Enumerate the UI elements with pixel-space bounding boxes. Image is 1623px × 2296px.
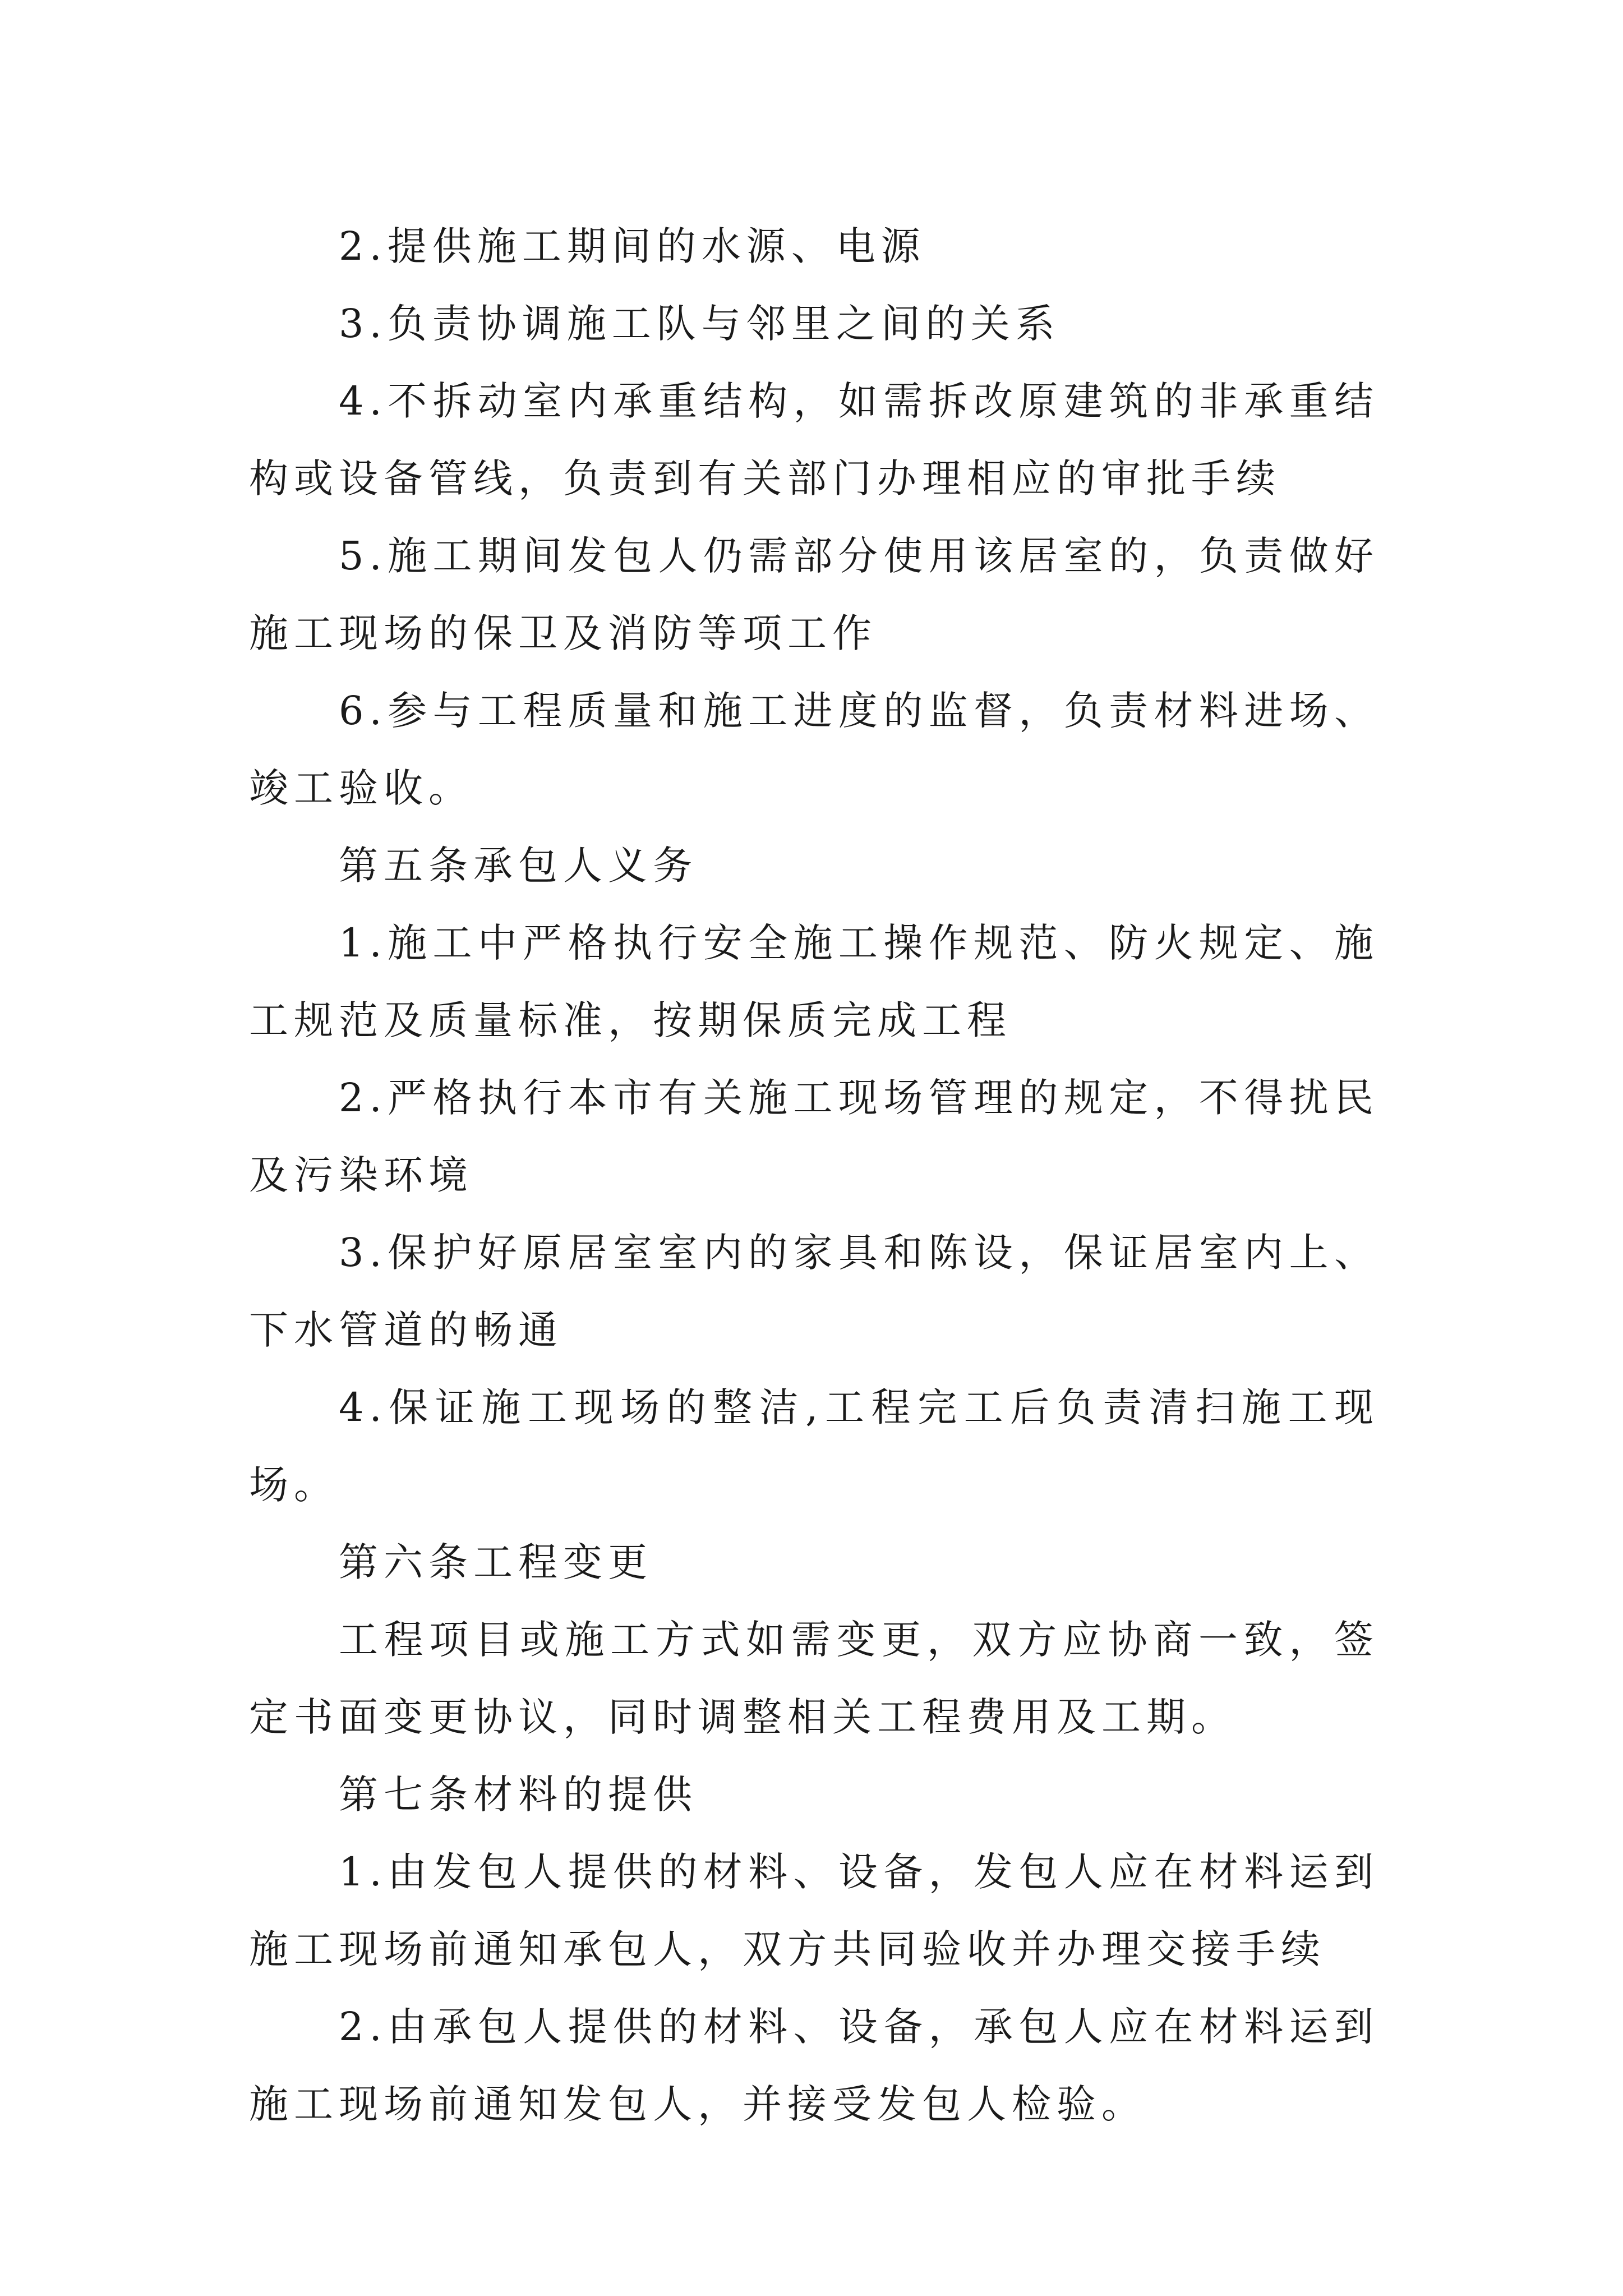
paragraph-employer-duty-2: 2.提供施工期间的水源、电源	[339, 223, 926, 269]
paragraph-employer-duty-5: 5.施工期间发包人仍需部分使用该居室的，负责做好施工现场的保卫及消防等项工作	[249, 533, 1379, 656]
paragraph-contractor-duty-1: 1.施工中严格执行安全施工操作规范、防火规定、施工规范及质量标准，按期保质完成工程	[249, 920, 1379, 1043]
paragraph-contractor-duty-3: 3.保护好原居室室内的家具和陈设，保证居室内上、下水管道的畅通	[249, 1230, 1379, 1353]
paragraph-change-terms: 工程项目或施工方式如需变更，双方应协商一致，签定书面变更协议，同时调整相关工程费用及工期。	[249, 1617, 1379, 1740]
paragraph-employer-duty-4: 4.不拆动室内承重结构，如需拆改原建筑的非承重结构或设备管线，负责到有关部门办理相应的审批手续	[249, 378, 1379, 501]
section-heading-article-6: 第六条工程变更	[339, 1539, 653, 1585]
section-heading-article-7: 第七条材料的提供	[339, 1772, 698, 1818]
paragraph-materials-2: 2.由承包人提供的材料、设备，承包人应在材料运到施工现场前通知发包人，并接受发包人检验。	[249, 2004, 1379, 2127]
paragraph-employer-duty-6: 6.参与工程质量和施工进度的监督，负责材料进场、竣工验收。	[249, 688, 1379, 811]
paragraph-contractor-duty-2: 2.严格执行本市有关施工现场管理的规定，不得扰民及污染环境	[249, 1075, 1379, 1198]
paragraph-materials-1: 1.由发包人提供的材料、设备，发包人应在材料运到施工现场前通知承包人，双方共同验收并办理交接手续	[249, 1849, 1379, 1972]
paragraph-employer-duty-3: 3.负责协调施工队与邻里之间的关系	[339, 301, 1061, 347]
document-body	[249, 208, 1379, 2143]
section-heading-article-5: 第五条承包人义务	[339, 843, 698, 889]
paragraph-contractor-duty-4: 4.保证施工现场的整洁,工程完工后负责清扫施工现场。	[249, 1384, 1379, 1508]
